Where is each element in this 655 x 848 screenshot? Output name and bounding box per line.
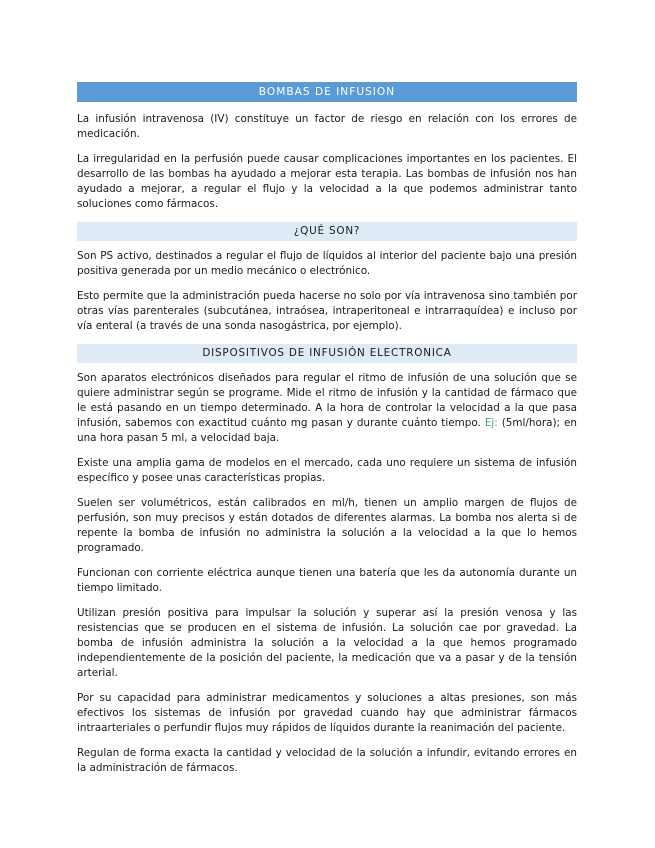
intro-paragraph-2: La irregularidad en la perfusión puede causar complicaciones importantes en los pacientes. El desarrollo de las bombas ha ayudado a mejorar esta terapia. Las bombas de infusión nos han ayudado a mejorar, a regular el flujo y la velocidad a la que podemos administrar tanto soluciones como fármacos. — [77, 153, 577, 210]
dispositivos-paragraph-7: Regulan de forma exacta la cantidad y velocidad de la solución a infundir, evitando errores en la administración de fármacos. — [77, 747, 577, 774]
dispositivos-paragraph-1 — [77, 371, 577, 446]
dispositivos-p1-example-text: (5ml/hora); en una hora pasan 5 ml, a velocidad baja. — [77, 417, 577, 444]
que-son-paragraph-1: Son PS activo, destinados a regular el flujo de líquidos al interior del paciente bajo una presión positiva generada por un medio mecánico o electrónico. — [77, 250, 577, 277]
dispositivos-paragraph-3: Suelen ser volumétricos, están calibrados en ml/h, tienen un amplio margen de flujos de perfusión, son muy precisos y están dotados de diferentes alarmas. La bomba nos alerta si de repente la bomba de infusión no administra la solución a la velocidad a la que lo hemos programado. — [77, 497, 577, 554]
document-page — [77, 82, 577, 786]
page-title: BOMBAS DE INFUSION — [77, 82, 577, 102]
intro-paragraph-1: La infusión intravenosa (IV) constituye un factor de riesgo en relación con los errores de medicación. — [77, 113, 577, 140]
dispositivos-paragraph-4: Funcionan con corriente eléctrica aunque tienen una batería que les da autonomía durante un tiempo limitado. — [77, 567, 577, 594]
que-son-paragraph-2: Esto permite que la administración pueda hacerse no solo por vía intravenosa sino también por otras vías parenterales (subcutánea, intraósea, intraperitoneal e intrarraquídea) e incluso por vía enteral (a través de una sonda nasogástrica, por ejemplo). — [77, 290, 577, 332]
dispositivos-paragraph-2: Existe una amplia gama de modelos en el mercado, cada uno requiere un sistema de infusión específico y posee unas características propias. — [77, 457, 577, 484]
dispositivos-paragraph-6: Por su capacidad para administrar medicamentos y soluciones a altas presiones, son más efectivos los sistemas de infusión por gravedad cuando hay que administrar fármacos intraarteriales o perfundir flujos muy rápidos de líquidos durante la reanimación del paciente. — [77, 692, 577, 734]
example-label: Ej: — [484, 417, 498, 429]
dispositivos-p1-text: Son aparatos electrónicos diseñados para regular el ritmo de infusión de una solución que se quiere administrar según se programe. Mide el ritmo de infusión y la cantidad de fármaco que le está pasando en un tiempo determinado. A la hora de controlar la velocidad a la que pasa infusión, sabemos con exactitud cuánto mg pasan y durante cuánto tiempo. — [77, 372, 577, 429]
section-heading-dispositivos: DISPOSITIVOS DE INFUSIÓN ELECTRONICA — [77, 344, 577, 363]
section-heading-que-son: ¿QUÉ SON? — [77, 222, 577, 241]
dispositivos-paragraph-5: Utilizan presión positiva para impulsar la solución y superar así la presión venosa y las resistencias que se producen en el sistema de infusión. La solución cae por gravedad. La bomba de infusión administra la solución a la velocidad a la que hemos programado independientemente de la posición del paciente, la medicación que va a pasar y de la tensión arterial. — [77, 607, 577, 679]
